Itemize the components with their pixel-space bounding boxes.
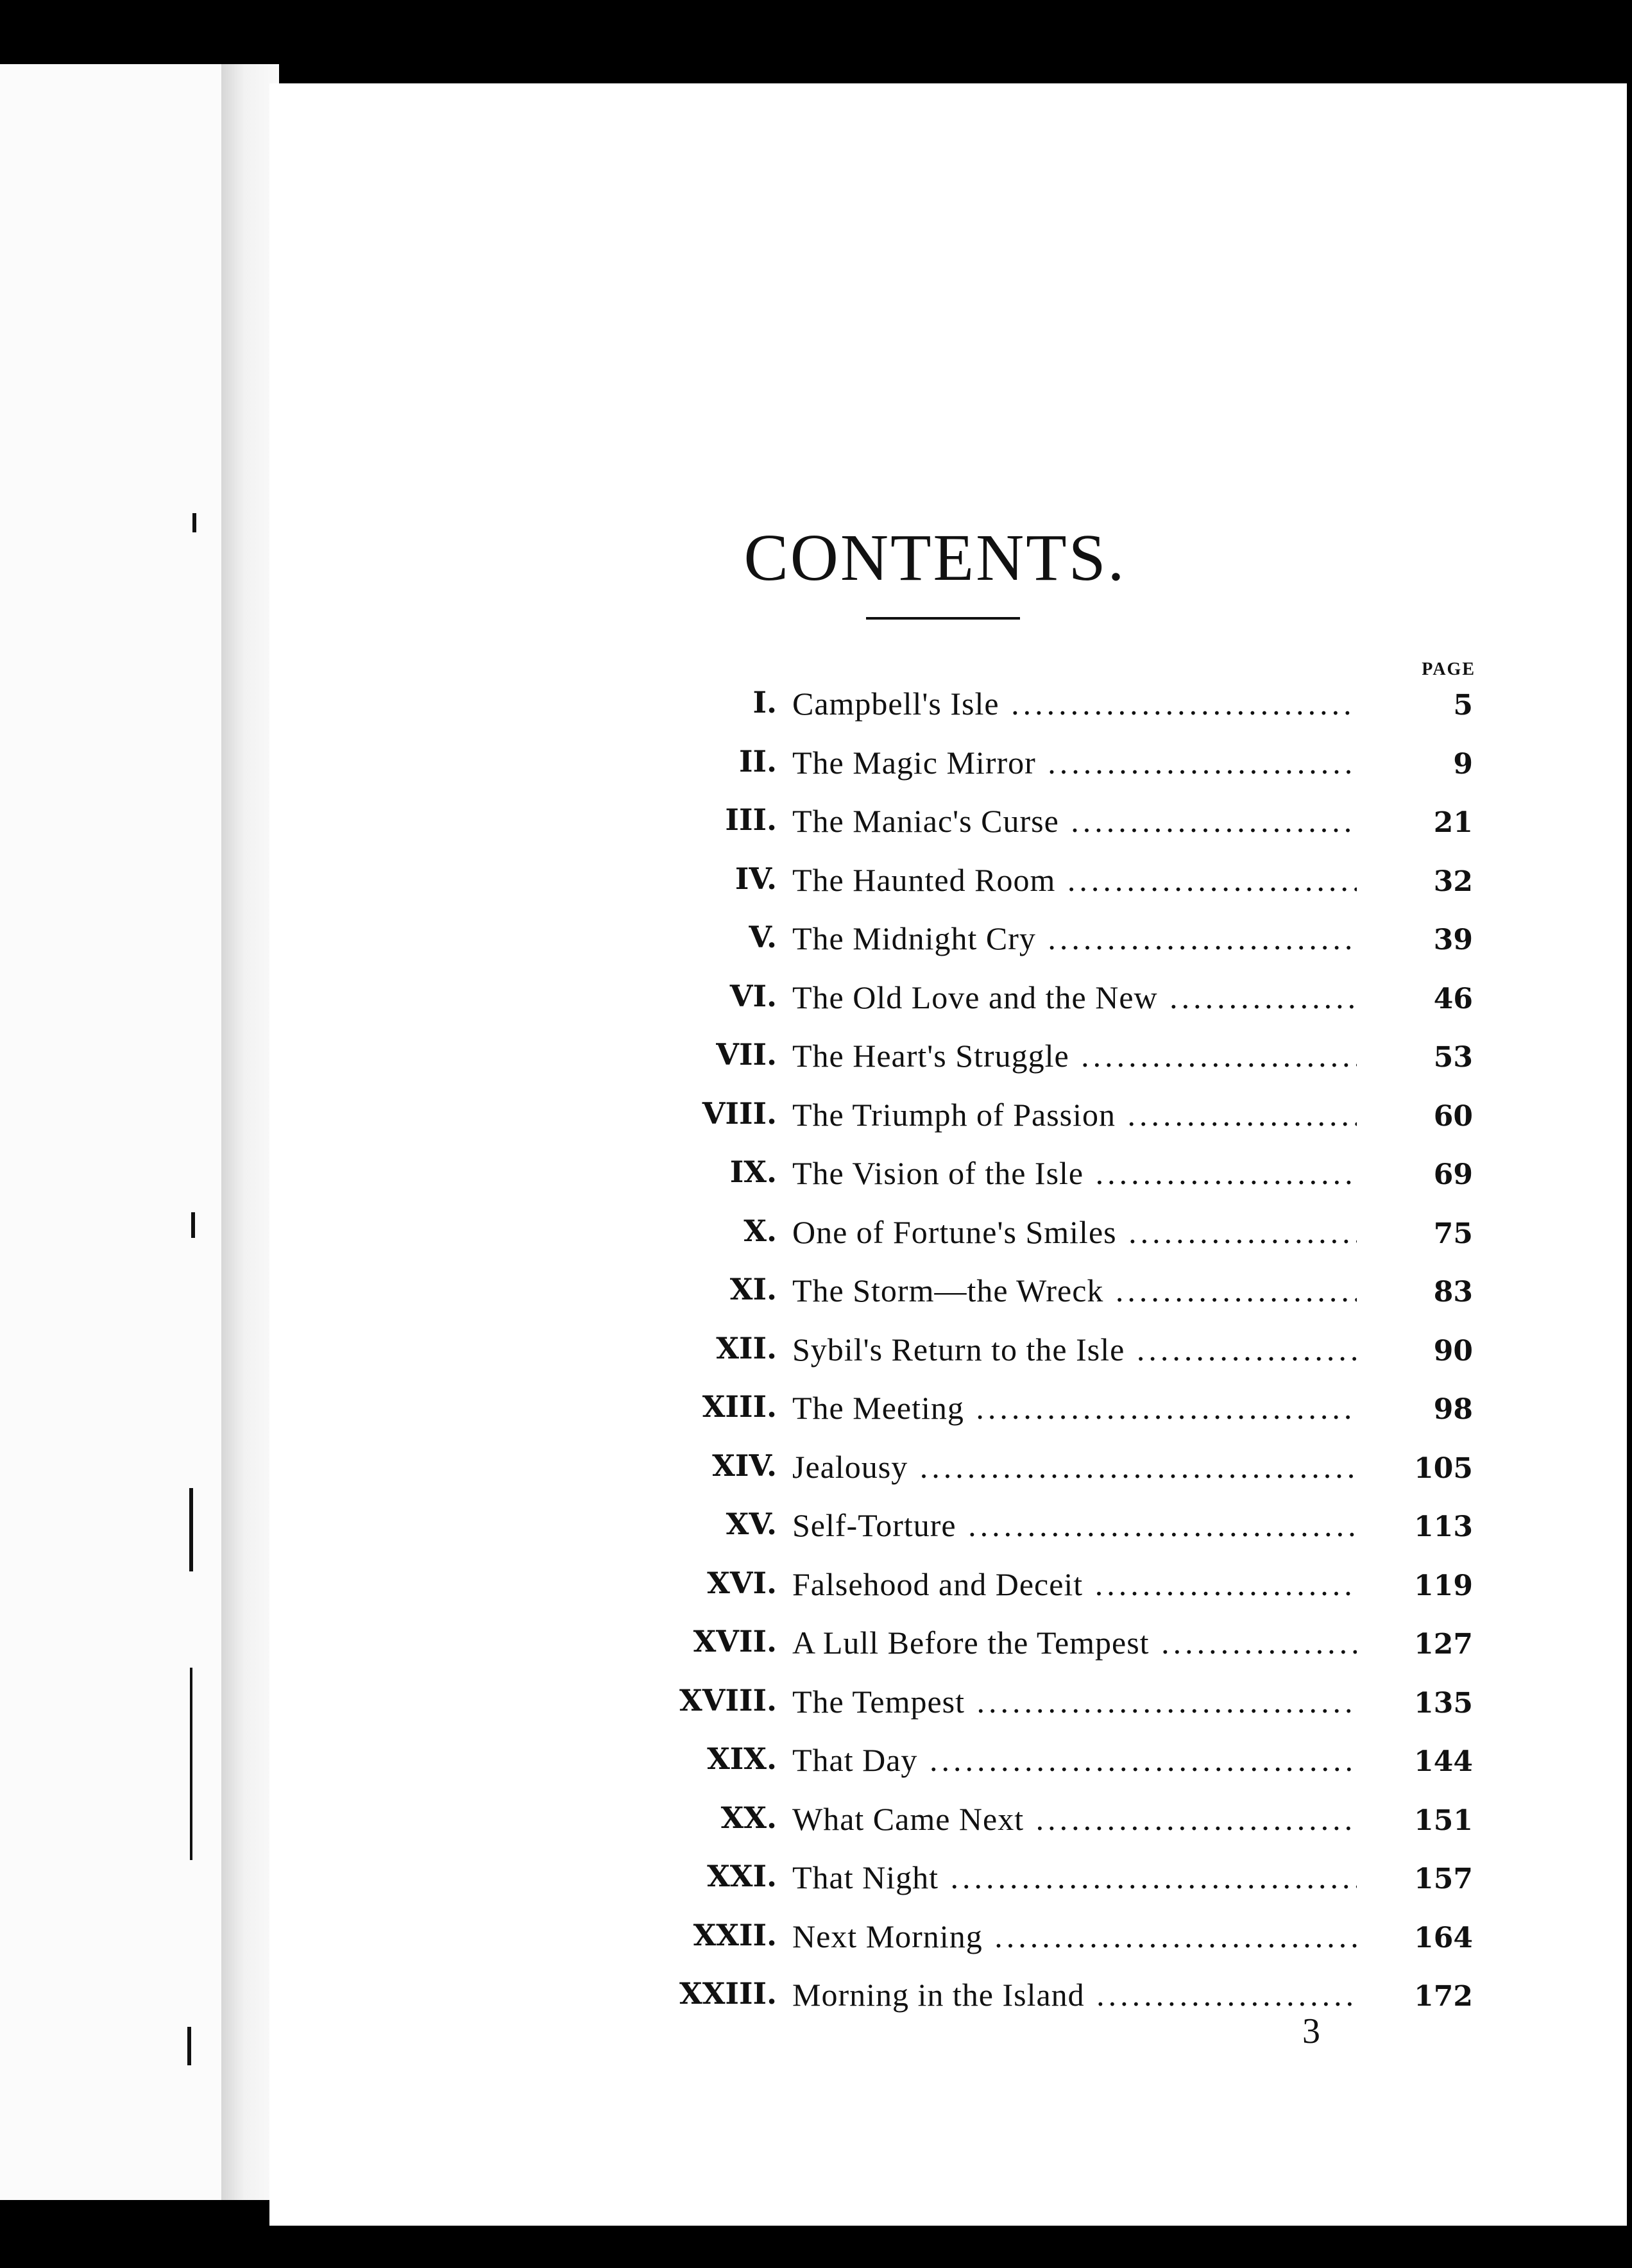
chapter-title: One of Fortune's Smiles ..... bbox=[792, 1214, 1357, 1251]
title-rule bbox=[866, 617, 1020, 620]
toc-entry bbox=[269, 672, 1627, 731]
chapter-title: Jealousy ..... bbox=[792, 1448, 1357, 1485]
chapter-title: A Lull Before the Tempest ..... bbox=[792, 1624, 1357, 1661]
chapter-page: 32 bbox=[1433, 865, 1473, 898]
toc-entry bbox=[269, 790, 1627, 849]
chapter-title: The Tempest ..... bbox=[792, 1683, 1357, 1720]
page-number: 3 bbox=[1302, 2011, 1320, 2051]
chapter-number: VII. bbox=[716, 1037, 777, 1072]
chapter-number: XXI. bbox=[707, 1859, 777, 1893]
toc-entry bbox=[269, 907, 1627, 966]
toc-entry bbox=[269, 1201, 1627, 1260]
chapter-page: 157 bbox=[1414, 1863, 1473, 1895]
spine-mark bbox=[187, 2027, 191, 2065]
chapter-title: Campbell's Isle ..... bbox=[792, 685, 1357, 722]
chapter-title: Self-Torture ..... bbox=[792, 1507, 1357, 1544]
chapter-title: The Vision of the Isle ..... bbox=[792, 1155, 1357, 1192]
chapter-number: III. bbox=[725, 802, 777, 837]
chapter-title: Morning in the Island ..... bbox=[792, 1976, 1357, 2013]
chapter-number: II. bbox=[738, 743, 777, 779]
spine-mark bbox=[190, 1668, 192, 1860]
chapter-number: IV. bbox=[735, 861, 777, 896]
chapter-page: 5 bbox=[1453, 689, 1473, 722]
toc-entry bbox=[269, 1905, 1627, 1964]
toc-entry bbox=[269, 1729, 1627, 1788]
chapter-title: Sybil's Return to the Isle ..... bbox=[792, 1331, 1357, 1368]
toc-entry bbox=[269, 1435, 1627, 1494]
toc-entry bbox=[269, 1083, 1627, 1142]
chapter-number: XX. bbox=[720, 1800, 777, 1835]
chapter-number: XIX. bbox=[707, 1741, 777, 1776]
chapter-title: Falsehood and Deceit ..... bbox=[792, 1566, 1357, 1603]
chapter-number: I. bbox=[752, 685, 777, 720]
chapter-number: V. bbox=[749, 920, 777, 954]
chapter-page: 135 bbox=[1414, 1686, 1473, 1720]
toc-entry bbox=[269, 1318, 1627, 1377]
chapter-page: 83 bbox=[1433, 1276, 1473, 1308]
chapter-title: The Storm—the Wreck ..... bbox=[792, 1272, 1357, 1309]
chapter-page: 69 bbox=[1433, 1158, 1473, 1191]
chapter-page: 164 bbox=[1414, 1921, 1473, 1954]
chapter-title: Next Morning ..... bbox=[792, 1918, 1357, 1955]
chapter-title: The Maniac's Curse ..... bbox=[792, 802, 1357, 840]
chapter-number: XXIII. bbox=[679, 1976, 777, 2011]
chapter-page: 39 bbox=[1433, 924, 1473, 956]
left-page-edge bbox=[0, 64, 231, 2200]
chapter-number: XIII. bbox=[702, 1389, 777, 1424]
chapter-number: XV. bbox=[726, 1507, 777, 1541]
chapter-page: 53 bbox=[1433, 1041, 1473, 1074]
table-of-contents bbox=[269, 672, 1627, 2022]
page-title: CONTENTS. bbox=[744, 521, 1126, 595]
chapter-page: 90 bbox=[1433, 1334, 1473, 1367]
chapter-title: What Came Next ..... bbox=[792, 1800, 1357, 1838]
chapter-page: 105 bbox=[1414, 1451, 1473, 1485]
chapter-number: XIV. bbox=[712, 1448, 777, 1483]
toc-entry bbox=[269, 1494, 1627, 1553]
chapter-number: X. bbox=[744, 1213, 777, 1248]
chapter-page: 119 bbox=[1414, 1569, 1473, 1602]
chapter-number: VI. bbox=[729, 978, 777, 1013]
toc-entry bbox=[269, 1963, 1627, 2022]
toc-entry bbox=[269, 849, 1627, 908]
chapter-page: 9 bbox=[1453, 747, 1473, 781]
chapter-title: The Triumph of Passion ..... bbox=[792, 1096, 1357, 1133]
spine-mark bbox=[192, 513, 196, 532]
chapter-title: The Meeting ..... bbox=[792, 1389, 1357, 1426]
chapter-page: 98 bbox=[1433, 1393, 1473, 1426]
chapter-number: VIII. bbox=[702, 1096, 777, 1131]
contents-page bbox=[269, 83, 1627, 2226]
chapter-title: That Day ..... bbox=[792, 1741, 1357, 1779]
chapter-number: XI. bbox=[729, 1272, 777, 1307]
toc-entry bbox=[269, 1553, 1627, 1612]
chapter-title: The Midnight Cry ..... bbox=[792, 920, 1357, 957]
chapter-page: 75 bbox=[1433, 1217, 1473, 1250]
toc-entry bbox=[269, 1376, 1627, 1435]
chapter-number: XVI. bbox=[707, 1565, 777, 1600]
chapter-number: XII. bbox=[716, 1330, 777, 1366]
chapter-title: That Night ..... bbox=[792, 1859, 1357, 1896]
toc-entry bbox=[269, 1024, 1627, 1083]
page-column-label: PAGE bbox=[1422, 659, 1475, 679]
chapter-title: The Heart's Struggle ..... bbox=[792, 1037, 1357, 1074]
chapter-number: XXII. bbox=[693, 1917, 777, 1952]
chapter-page: 113 bbox=[1414, 1511, 1473, 1543]
chapter-page: 21 bbox=[1433, 806, 1473, 839]
toc-entry bbox=[269, 1788, 1627, 1847]
chapter-page: 144 bbox=[1414, 1745, 1473, 1778]
chapter-title: The Magic Mirror ..... bbox=[792, 744, 1357, 781]
chapter-page: 60 bbox=[1433, 1099, 1473, 1133]
toc-entry bbox=[269, 1142, 1627, 1201]
chapter-number: IX. bbox=[729, 1155, 777, 1189]
spine-mark bbox=[191, 1212, 195, 1238]
chapter-title: The Old Love and the New ..... bbox=[792, 979, 1357, 1016]
chapter-number: XVIII. bbox=[679, 1682, 777, 1718]
chapter-title: The Haunted Room ..... bbox=[792, 861, 1357, 899]
spine-mark bbox=[189, 1488, 193, 1571]
toc-entry bbox=[269, 1670, 1627, 1729]
chapter-page: 127 bbox=[1414, 1628, 1473, 1661]
toc-entry bbox=[269, 1611, 1627, 1670]
chapter-number: XVII. bbox=[693, 1624, 777, 1659]
toc-entry bbox=[269, 1259, 1627, 1318]
chapter-page: 172 bbox=[1414, 1980, 1473, 2013]
chapter-page: 151 bbox=[1414, 1804, 1473, 1837]
toc-entry bbox=[269, 1846, 1627, 1905]
toc-entry bbox=[269, 731, 1627, 790]
chapter-page: 46 bbox=[1433, 982, 1473, 1015]
toc-entry bbox=[269, 966, 1627, 1025]
